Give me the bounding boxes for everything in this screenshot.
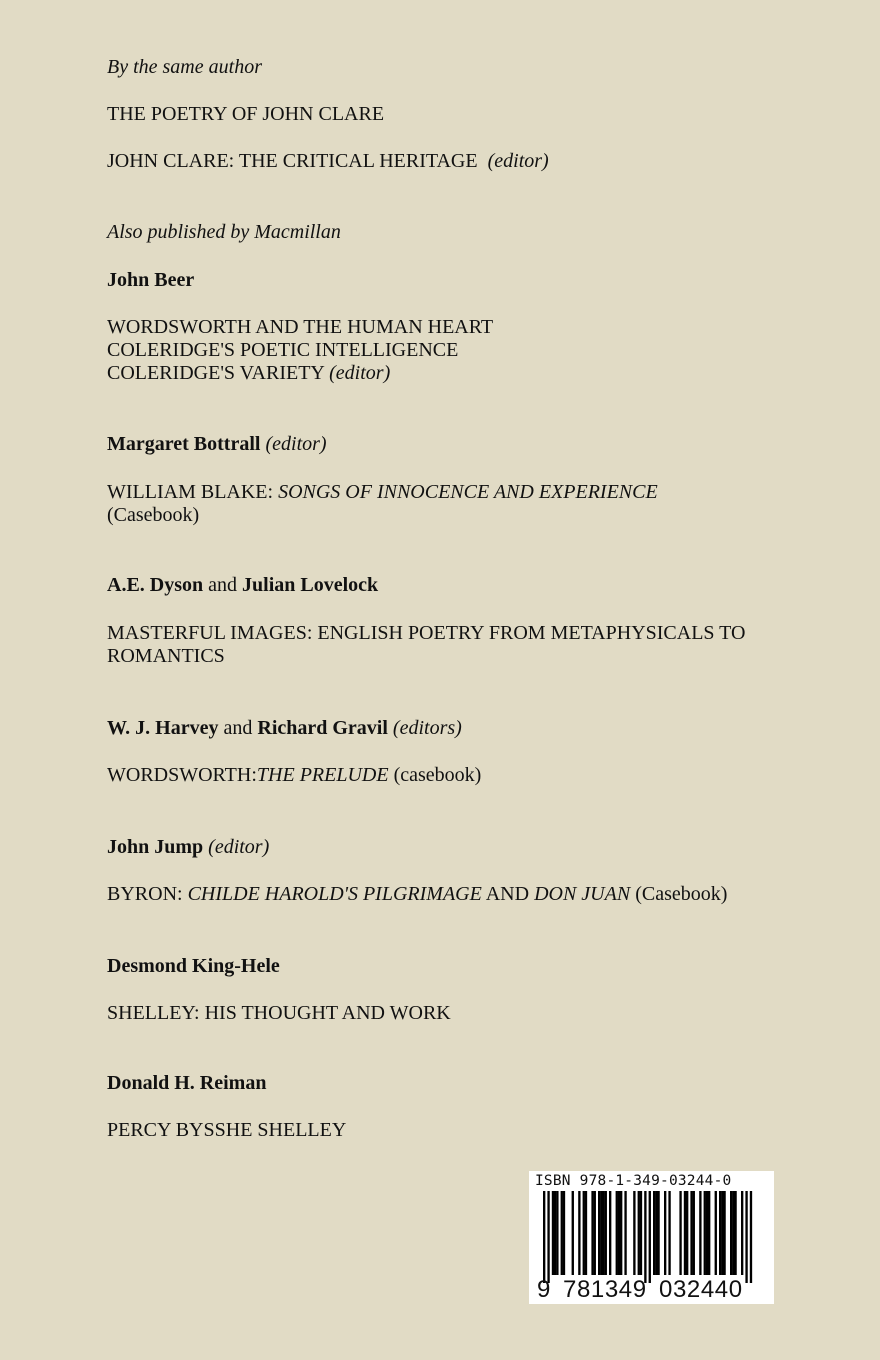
conjunction: and — [223, 717, 253, 739]
barcode-bar — [664, 1191, 666, 1275]
isbn-barcode — [529, 1171, 774, 1304]
barcode-bar — [638, 1191, 640, 1275]
title-masterful-images-cont: ROMANTICS — [107, 645, 225, 667]
barcode-bar — [704, 1191, 706, 1275]
barcode-bar — [598, 1191, 600, 1275]
title-italic-1: CHILDE HAROLD'S PILGRIMAGE — [187, 883, 482, 905]
barcode-bar — [693, 1191, 695, 1275]
barcode-bar — [715, 1191, 717, 1275]
barcode-bar — [690, 1191, 692, 1275]
barcode-guard-bar — [644, 1191, 646, 1283]
barcode-bar — [554, 1191, 556, 1275]
barcode-bar — [572, 1191, 574, 1275]
title-percy-bysshe-shelley: PERCY BYSSHE SHELLEY — [107, 1119, 347, 1141]
role-editor: (editor) — [329, 362, 391, 384]
conjunction: and — [208, 574, 238, 596]
barcode-bar — [609, 1191, 611, 1275]
barcode-bar — [633, 1191, 635, 1275]
barcode-bar — [723, 1191, 725, 1275]
barcode-bar — [620, 1191, 622, 1275]
barcode-bar — [561, 1191, 563, 1275]
author-name: W. J. Harvey — [107, 717, 219, 739]
barcode-bar — [578, 1191, 580, 1275]
title-coleridge-variety — [107, 361, 390, 385]
barcode-bar — [668, 1191, 670, 1275]
barcode-guard-bar — [750, 1191, 752, 1283]
casebook-note: (Casebook) — [107, 504, 200, 526]
author-name: John Jump — [107, 836, 204, 858]
barcode-guard-bar — [547, 1191, 549, 1283]
author-donald-reiman: Donald H. Reiman — [107, 1072, 267, 1094]
title-italic-2: DON JUAN — [534, 883, 631, 905]
author-margaret-bottrall — [107, 432, 327, 456]
casebook-note: (Casebook) — [635, 883, 728, 905]
title-and: AND — [485, 883, 530, 905]
barcode-bar — [640, 1191, 642, 1275]
title-prefix: WORDSWORTH: — [107, 764, 257, 786]
barcode-bar — [719, 1191, 721, 1275]
barcode-bar — [556, 1191, 558, 1275]
casebook-note: (casebook) — [393, 764, 482, 786]
barcode-bar — [657, 1191, 659, 1275]
barcode-bar — [734, 1191, 736, 1275]
barcode-bar — [583, 1191, 585, 1275]
title-prefix: WILLIAM BLAKE: — [107, 481, 274, 503]
barcode-bar — [741, 1191, 743, 1275]
same-author-heading: By the same author — [107, 56, 262, 78]
barcode-bar — [605, 1191, 607, 1275]
title-italic: THE PRELUDE — [256, 764, 389, 786]
author-name: A.E. Dyson — [107, 574, 204, 596]
barcode-guard-bar — [745, 1191, 747, 1283]
title-text: JOHN CLARE: THE CRITICAL HERITAGE — [107, 150, 478, 172]
title-text: COLERIDGE'S VARIETY — [107, 362, 325, 384]
author-john-jump — [107, 835, 269, 859]
author-desmond-king-hele: Desmond King-Hele — [107, 955, 280, 977]
title-byron — [107, 882, 727, 906]
barcode-bar — [679, 1191, 681, 1275]
title-prefix: BYRON: — [107, 883, 183, 905]
title-masterful-images: MASTERFUL IMAGES: ENGLISH POETRY FROM METAPHYSICALS TO — [107, 622, 746, 644]
barcode-bar — [591, 1191, 593, 1275]
title-poetry-of-john-clare: THE POETRY OF JOHN CLARE — [107, 103, 385, 125]
barcode-bar — [706, 1191, 708, 1275]
barcode-guard-bar — [543, 1191, 545, 1283]
barcode-bar — [699, 1191, 701, 1275]
ean-right-group: 032440 — [659, 1276, 743, 1303]
ean-left-group: 781349 — [563, 1276, 647, 1303]
coauthor-name: Richard Gravil — [257, 717, 388, 739]
barcode-bar — [721, 1191, 723, 1275]
barcode-bar — [655, 1191, 657, 1275]
author-dyson-lovelock — [107, 573, 378, 597]
macmillan-heading: Also published by Macmillan — [107, 221, 341, 243]
isbn-text: ISBN 978-1-349-03244-0 — [535, 1173, 732, 1189]
author-john-beer: John Beer — [107, 269, 195, 291]
barcode-bar — [616, 1191, 618, 1275]
barcode-bar — [653, 1191, 655, 1275]
role-editors: (editors) — [392, 717, 462, 739]
barcode-bar — [730, 1191, 732, 1275]
coauthor-name: Julian Lovelock — [242, 574, 379, 596]
barcode-bar — [732, 1191, 734, 1275]
author-name: Margaret Bottrall — [107, 433, 261, 455]
title-critical-heritage — [107, 149, 549, 173]
title-william-blake — [107, 480, 658, 504]
barcode-guard-bar — [649, 1191, 651, 1283]
barcode-bar — [708, 1191, 710, 1275]
role-editor: (editor) — [265, 433, 327, 455]
role-editor: (editor) — [208, 836, 270, 858]
barcode-bar — [563, 1191, 565, 1275]
barcode-bar — [600, 1191, 602, 1275]
title-italic: SONGS OF INNOCENCE AND EXPERIENCE — [278, 481, 658, 503]
title-wordsworth-human-heart: WORDSWORTH AND THE HUMAN HEART — [107, 316, 494, 338]
barcode-bar — [602, 1191, 604, 1275]
author-harvey-gravil — [107, 716, 462, 740]
title-coleridge-poetic-intelligence: COLERIDGE'S POETIC INTELLIGENCE — [107, 339, 459, 361]
barcode-bar — [552, 1191, 554, 1275]
barcode-bar — [585, 1191, 587, 1275]
barcode-bar — [594, 1191, 596, 1275]
barcode-bar — [618, 1191, 620, 1275]
title-shelley-thought-work: SHELLEY: HIS THOUGHT AND WORK — [107, 1002, 451, 1024]
role-editor: (editor) — [487, 150, 549, 172]
barcode-bar — [686, 1191, 688, 1275]
barcode-bar — [684, 1191, 686, 1275]
title-wordsworth-prelude — [107, 763, 481, 787]
barcode-bar — [624, 1191, 626, 1275]
ean-first-digit: 9 — [537, 1276, 551, 1303]
